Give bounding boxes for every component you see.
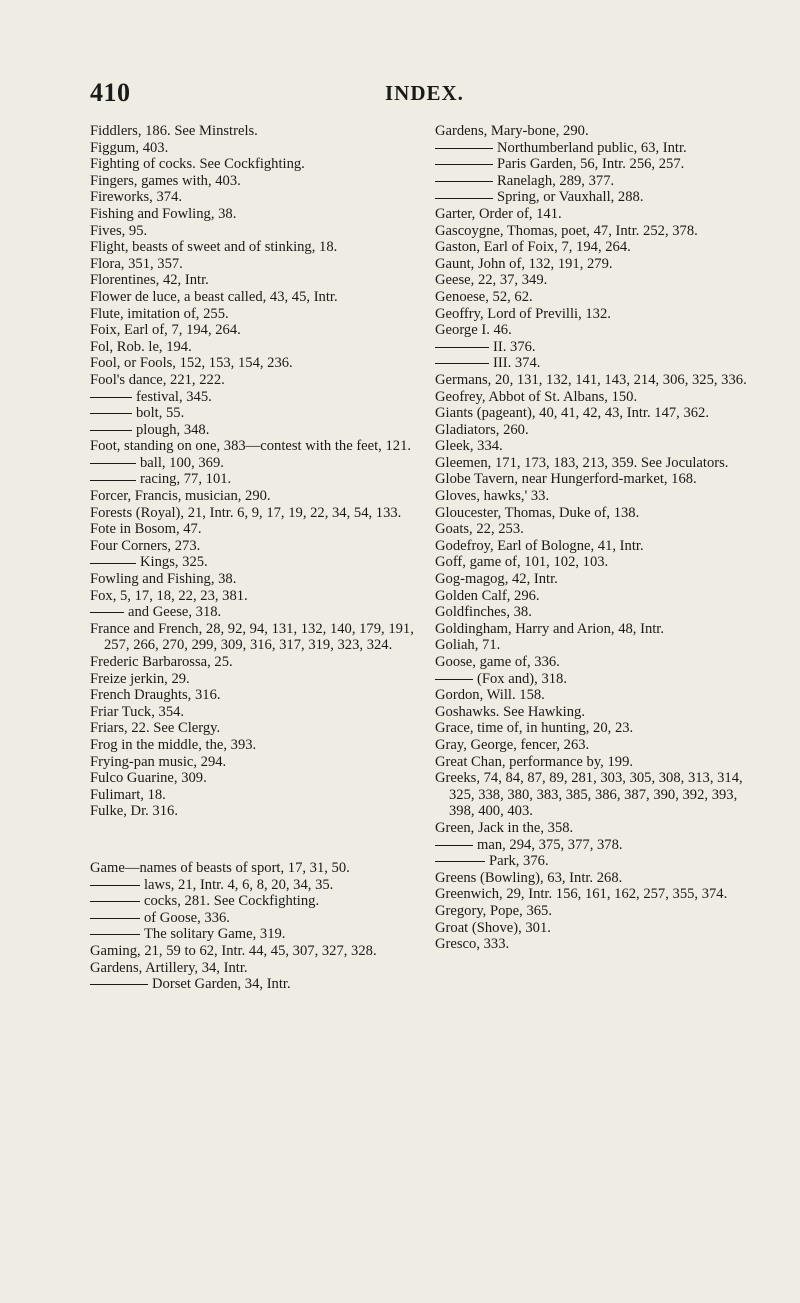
index-entry [90,687,420,704]
entry-text: Florentines, 42, Intr. [90,272,209,289]
index-entry [435,920,765,937]
ditto-dash [435,679,473,680]
index-entry [435,554,765,571]
entry-text: Fighting of cocks. See Cockfighting. [90,156,305,173]
index-entry [90,505,420,522]
index-entry [435,687,765,704]
entry-text: Goliah, 71. [435,637,501,654]
entry-text: Goldfinches, 38. [435,604,532,621]
entry-text: Gardens, Artillery, 34, Intr. [90,959,248,976]
entry-text: Fireworks, 374. [90,189,183,206]
index-entry [435,637,765,654]
index-entry [435,322,765,339]
index-subentry [90,471,420,488]
ditto-dash [90,901,140,902]
entry-text: Friar Tuck, 354. [90,703,185,720]
index-entry [435,239,765,256]
index-subentry [435,156,765,173]
entry-text: Goats, 22, 253. [435,521,524,538]
index-subentry [435,339,765,356]
index-entry [435,289,765,306]
index-subentry [435,173,765,190]
index-entry [90,289,420,306]
index-entry [90,538,420,555]
entry-text: Gardens, Mary-bone, 290. [435,123,589,139]
index-entry [90,787,420,804]
entry-text: bolt, 55. [136,405,185,422]
section-gap [90,820,420,860]
entry-text: Grace, time of, in hunting, 20, 23. [435,720,634,737]
index-subentry [90,926,420,943]
index-entry [90,306,420,323]
entry-text: Fool's dance, 221, 222. [90,371,225,388]
page-header [0,78,800,114]
page-number: 410 [90,78,131,107]
ditto-dash [90,480,136,481]
entry-text: Geofrey, Abbot of St. Albans, 150. [435,388,638,405]
entry-text: Gloucester, Thomas, Duke of, 138. [435,504,640,521]
index-entry [435,870,765,887]
index-entry [435,488,765,505]
entry-text: Fingers, games with, 403. [90,172,241,189]
entry-text: Gloves, hawks,' 33. [435,488,550,505]
entry-text: Flower de luce, a beast called, 43, 45, Intr. [90,288,338,305]
running-head: INDEX. [385,81,464,105]
entry-text: Godefroy, Earl of Bologne, 41, Intr. [435,537,644,554]
entry-text: Friars, 22. See Clergy. [90,720,221,737]
index-subentry [90,893,420,910]
entry-text: Greens (Bowling), 63, Intr. 268. [435,869,623,886]
entry-text: Fol, Rob. le, 194. [90,338,192,355]
ditto-dash [90,463,136,464]
entry-text: Spring, or Vauxhall, 288. [497,189,644,206]
entry-text: Fishing and Fowling, 38. [90,205,237,222]
index-subentry [435,837,765,854]
index-entry [435,405,765,422]
index-entry [90,372,420,389]
entry-text: Gleemen, 171, 173, 183, 213, 359. See Joculators. [435,454,729,471]
index-entry [435,936,765,953]
entry-text: Northumberland public, 63, Intr. [497,139,687,156]
index-entry [90,256,420,273]
entry-text: III. 374. [493,355,541,372]
index-entry [90,588,420,605]
index-entry [90,488,420,505]
index-subentry [90,877,420,894]
index-subentry [90,604,420,621]
index-entry [90,720,420,737]
ditto-dash [90,918,140,919]
entry-text: Frederic Barbarossa, 25. [90,654,233,670]
index-subentry [90,389,420,406]
index-entry [435,422,765,439]
entry-text: Fowling and Fishing, 38. [90,571,237,588]
index-entry [90,156,420,173]
entry-text: France and French, 28, 92, 94, 131, 132, 140, 179, 191, 257, 266, 270, 299, 309, 316, 317, 319, 323, 324. [90,620,414,654]
index-entry [435,704,765,721]
index-subentry [435,355,765,372]
entry-text: Globe Tavern, near Hungerford-market, 168. [435,471,697,488]
entry-text: Fote in Bosom, 47. [90,521,202,538]
index-entry [435,588,765,605]
index-entry [90,571,420,588]
index-entry [90,355,420,372]
entry-text: ball, 100, 369. [140,454,224,471]
entry-text: The solitary Game, 319. [144,926,286,943]
entry-text: Flight, beasts of sweet and of stinking, 18. [90,239,338,256]
ditto-dash [90,934,140,935]
index-entry [90,223,420,240]
index-subentry [90,910,420,927]
entry-text: Kings, 325. [140,554,208,571]
index-subentry [435,189,765,206]
entry-text: Fox, 5, 17, 18, 22, 23, 381. [90,587,248,604]
entry-text: laws, 21, Intr. 4, 6, 8, 20, 34, 35. [144,876,334,893]
entry-text: Fulke, Dr. 316. [90,803,178,820]
ditto-dash [435,164,493,165]
index-entry [90,206,420,223]
entry-text: Foix, Earl of, 7, 194, 264. [90,322,241,339]
ditto-dash [90,612,124,613]
entry-text: Fulimart, 18. [90,786,166,803]
index-entry [435,206,765,223]
entry-text: Fiddlers, 186. See Minstrels. [90,123,258,139]
entry-text: Flora, 351, 357. [90,255,183,272]
entry-text: and Geese, 318. [128,604,222,621]
index-subentry [435,853,765,870]
index-column-left [90,123,420,993]
entry-text: Great Chan, performance by, 199. [435,753,634,770]
entry-text: Garter, Order of, 141. [435,205,562,222]
entry-text: Greeks, 74, 84, 87, 89, 281, 303, 305, 308, 313, 314, 325, 338, 380, 383, 385, 386, 387, 390, 392, 393, 398, 400, 403. [435,770,743,820]
index-entry [435,521,765,538]
index-entry [435,438,765,455]
index-entry [90,704,420,721]
entry-text: Forcer, Francis, musician, 290. [90,488,271,505]
ditto-dash [435,198,493,199]
index-entry [435,538,765,555]
index-entry [90,754,420,771]
entry-text: Gog-magog, 42, Intr. [435,571,558,588]
index-entry [90,521,420,538]
ditto-dash [435,148,493,149]
index-subentry [90,554,420,571]
index-subentry [90,976,420,993]
entry-text: Fool, or Fools, 152, 153, 154, 236. [90,355,293,372]
index-entry [90,339,420,356]
entry-text: George I. 46. [435,322,512,339]
entry-text: Germans, 20, 131, 132, 141, 143, 214, 306, 325, 336. [435,371,747,388]
entry-text: Gregory, Pope, 365. [435,902,552,919]
index-entry [435,505,765,522]
index-entry [90,123,420,140]
index-entry [90,737,420,754]
entry-text: Geese, 22, 37, 349. [435,272,548,289]
entry-text: Goose, game of, 336. [435,654,560,670]
entry-text: Goff, game of, 101, 102, 103. [435,554,609,571]
ditto-dash [435,181,493,182]
index-entry [435,621,765,638]
index-entry [90,189,420,206]
index-entry [435,306,765,323]
entry-text: (Fox and), 318. [477,670,567,687]
ditto-dash [435,845,473,846]
index-entry [90,654,420,671]
index-entry [435,223,765,240]
index-subentry [90,422,420,439]
index-entry [435,471,765,488]
entry-text: Gaston, Earl of Foix, 7, 194, 264. [435,239,631,256]
entry-text: French Draughts, 316. [90,687,221,704]
index-entry [435,720,765,737]
index-entry [90,438,420,455]
index-entry [90,671,420,688]
index-entry [435,903,765,920]
entry-text: Forests (Royal), 21, Intr. 6, 9, 17, 19, 22, 34, 54, 133. [90,504,402,521]
index-entry [435,754,765,771]
index-entry [435,886,765,903]
index-entry [435,654,765,671]
index-entry [90,173,420,190]
entry-text: festival, 345. [136,388,212,405]
entry-text: Frog in the middle, the, 393. [90,736,257,753]
entry-text: man, 294, 375, 377, 378. [477,836,623,853]
ditto-dash [90,413,132,414]
index-subentry [435,140,765,157]
entry-text: Gresco, 333. [435,936,510,953]
index-subentry [90,405,420,422]
index-entry [90,803,420,820]
index-entry [90,272,420,289]
entry-text: Goldingham, Harry and Arion, 48, Intr. [435,620,665,637]
ditto-dash [90,430,132,431]
index-entry [435,455,765,472]
ditto-dash [90,563,136,564]
index-entry [90,770,420,787]
ditto-dash [435,347,489,348]
entry-text: Giants (pageant), 40, 41, 42, 43, Intr. 147, 362. [435,405,709,422]
entry-text: Green, Jack in the, 358. [435,819,574,836]
ditto-dash [435,363,489,364]
entry-text: Frying-pan music, 294. [90,753,227,770]
index-entry [435,604,765,621]
entry-text: Gordon, Will. 158. [435,687,545,704]
entry-text: Ranelagh, 289, 377. [497,172,615,189]
entry-text: Gaming, 21, 59 to 62, Intr. 44, 45, 307, 327, 328. [90,942,377,959]
entry-text: Freize jerkin, 29. [90,670,190,687]
entry-text: Gaunt, John of, 132, 191, 279. [435,255,613,272]
entry-text: Gray, George, fencer, 263. [435,736,590,753]
entry-text: of Goose, 336. [144,909,230,926]
entry-text: Game—names of beasts of sport, 17, 31, 50. [90,859,350,876]
entry-text: Goshawks. See Hawking. [435,703,585,720]
index-column-right [435,123,765,953]
index-entry [90,943,420,960]
entry-text: Gleek, 334. [435,438,503,455]
index-entry [435,256,765,273]
entry-text: Geoffry, Lord of Previlli, 132. [435,305,611,322]
index-entry [435,372,765,389]
ditto-dash [90,397,132,398]
index-entry [435,571,765,588]
entry-text: II. 376. [493,338,536,355]
ditto-dash [90,885,140,886]
ditto-dash [90,984,148,985]
index-entry [90,860,420,877]
index-entry [90,621,420,654]
index-entry [90,140,420,157]
ditto-dash [435,861,485,862]
entry-text: Four Corners, 273. [90,537,201,554]
entry-text: Groat (Shove), 301. [435,919,551,936]
entry-text: cocks, 281. See Cockfighting. [144,893,320,910]
entry-text: Gladiators, 260. [435,421,529,438]
entry-text: Gascoygne, Thomas, poet, 47, Intr. 252, 378. [435,222,698,239]
entry-text: Park, 376. [489,853,549,870]
entry-text: Paris Garden, 56, Intr. 256, 257. [497,156,685,173]
entry-text: plough, 348. [136,421,210,438]
entry-text: Dorset Garden, 34, Intr. [152,976,291,993]
index-entry [90,960,420,977]
index-entry [90,322,420,339]
entry-text: Figgum, 403. [90,139,169,156]
entry-text: Golden Calf, 296. [435,587,540,604]
entry-text: Fulco Guarine, 309. [90,770,207,787]
index-entry [90,239,420,256]
entry-text: Greenwich, 29, Intr. 156, 161, 162, 257, 355, 374. [435,886,728,903]
index-subentry [90,455,420,472]
index-entry [435,389,765,406]
entry-text: racing, 77, 101. [140,471,232,488]
index-subentry [435,671,765,688]
entry-text: Genoese, 52, 62. [435,288,533,305]
index-entry [435,272,765,289]
index-entry [435,770,765,820]
index-entry [435,123,765,140]
entry-text: Flute, imitation of, 255. [90,305,229,322]
index-entry [435,737,765,754]
index-entry [435,820,765,837]
entry-text: Fives, 95. [90,222,148,239]
entry-text: Foot, standing on one, 383—contest with the feet, 121. [90,438,412,455]
